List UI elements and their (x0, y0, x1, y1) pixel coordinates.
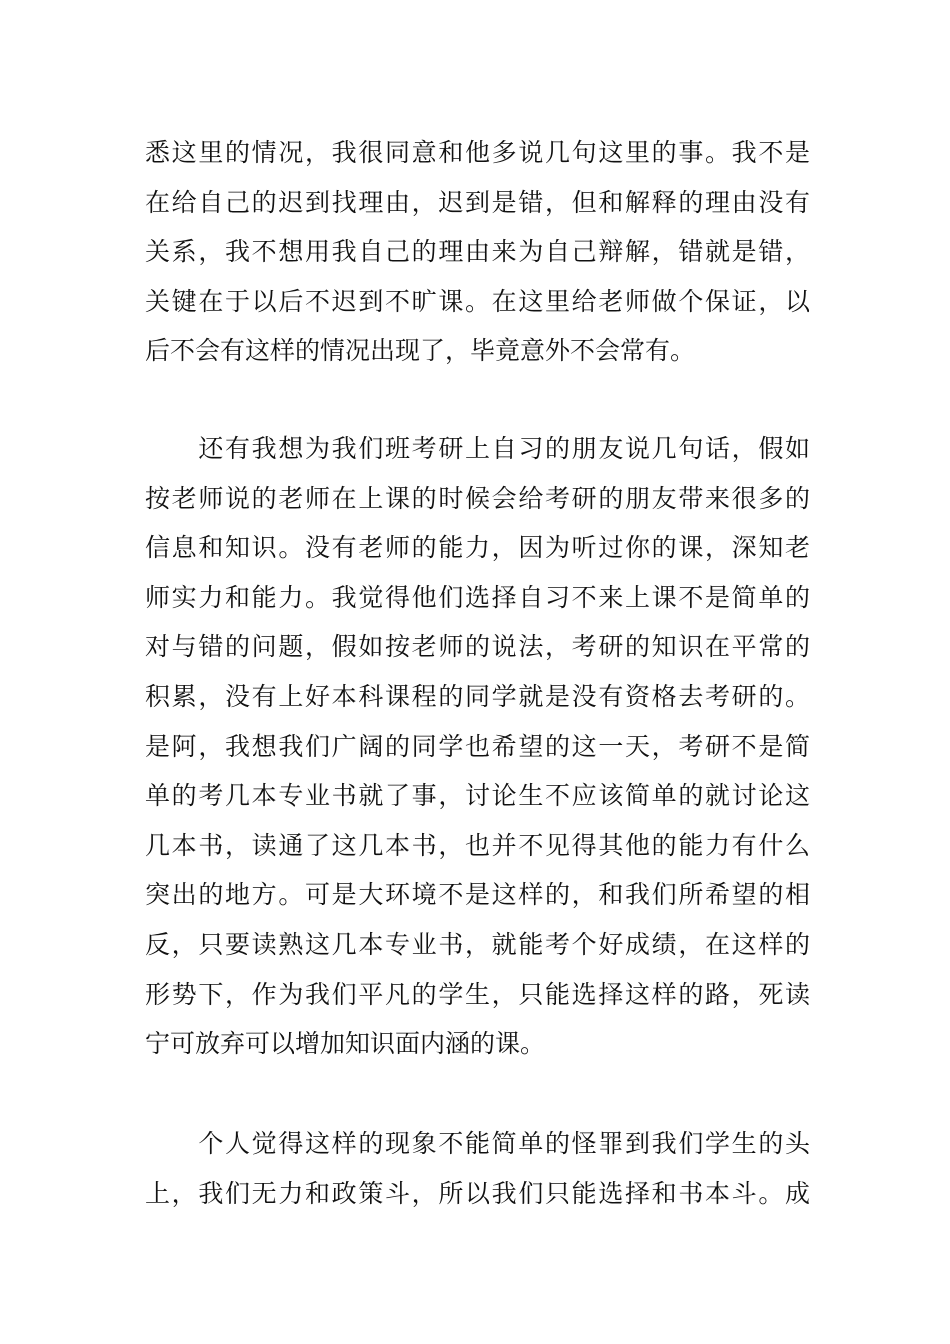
text-line: 形势下，作为我们平凡的学生，只能选择这样的路，死读 (145, 979, 810, 1009)
text-line: 上，我们无力和政策斗，所以我们只能选择和书本斗。成 (145, 1178, 810, 1208)
text-line: 后不会有这样的情况出现了，毕竟意外不会常有。 (145, 336, 696, 366)
text-line: 对与错的问题，假如按老师的说法，考研的知识在平常的 (145, 632, 810, 662)
text-line: 单的考几本专业书就了事，讨论生不应该简单的就讨论这 (145, 781, 810, 811)
text-line: 悉这里的情况，我很同意和他多说几句这里的事。我不是 (145, 138, 810, 167)
text-line: 个人觉得这样的现象不能简单的怪罪到我们学生的头 (145, 1129, 810, 1158)
paragraph-1 (145, 128, 810, 376)
paragraph-3 (145, 1119, 810, 1218)
text-line: 宁可放弃可以增加知识面内涵的课。 (145, 1029, 546, 1059)
text-line: 还有我想为我们班考研上自习的朋友说几句话，假如 (145, 434, 810, 463)
paragraph-2 (145, 424, 810, 1069)
text-line: 反，只要读熟这几本专业书，就能考个好成绩，在这样的 (145, 929, 810, 959)
text-line: 关键在于以后不迟到不旷课。在这里给老师做个保证，以 (145, 286, 810, 316)
text-line: 积累，没有上好本科课程的同学就是没有资格去考研的。 (145, 681, 810, 711)
text-line: 在给自己的迟到找理由，迟到是错，但和解释的理由没有 (145, 187, 810, 217)
text-line: 突出的地方。可是大环境不是这样的，和我们所希望的相 (145, 880, 810, 910)
text-line: 师实力和能力。我觉得他们选择自习不来上课不是简单的 (145, 582, 810, 612)
text-line: 关系，我不想用我自己的理由来为自己辩解，错就是错， (145, 237, 810, 267)
text-line: 信息和知识。没有老师的能力，因为听过你的课，深知老 (145, 533, 810, 563)
text-line: 是阿，我想我们广阔的同学也希望的这一天，考研不是简 (145, 731, 810, 761)
text-line: 几本书，读通了这几本书，也并不见得其他的能力有什么 (145, 830, 810, 860)
text-line: 按老师说的老师在上课的时候会给考研的朋友带来很多的 (145, 483, 810, 513)
